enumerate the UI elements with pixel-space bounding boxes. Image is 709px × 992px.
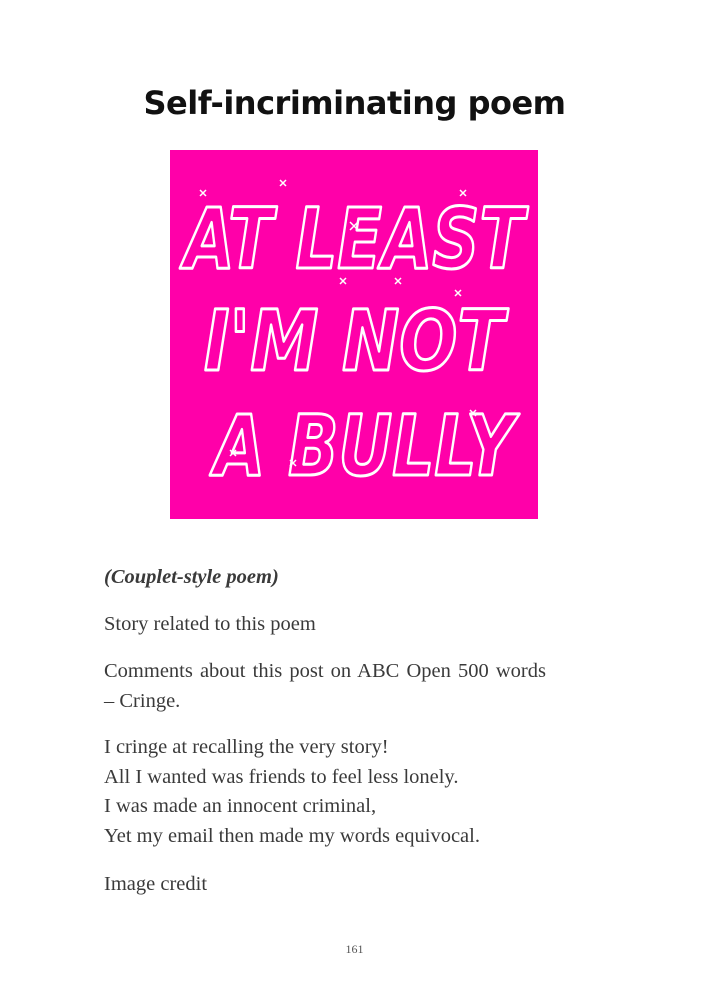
page-number: 161: [345, 942, 364, 956]
poster-image: [170, 150, 538, 519]
page-title: Self-incriminating poem: [143, 84, 566, 122]
comments-line-2[interactable]: – Cringe.: [104, 689, 181, 712]
story-link[interactable]: Story related to this poem: [104, 613, 316, 635]
poster-artwork: [170, 150, 538, 519]
poem-subtitle: (Couplet-style poem): [104, 566, 279, 588]
poem-line: Yet my email then made my words equivocal.: [104, 824, 480, 847]
image-credit-link[interactable]: Image credit: [104, 873, 208, 895]
poem-line: All I wanted was friends to feel less lonely.: [104, 765, 459, 788]
poster-line-2: I'M NOT: [204, 292, 509, 390]
poem-stanza: [104, 733, 609, 851]
poem-line: I cringe at recalling the very story!: [104, 736, 389, 758]
comments-line-1[interactable]: Comments about this post on ABC Open 500 words: [104, 660, 546, 682]
poster-line-1: AT LEAST: [179, 190, 529, 288]
comments-paragraph: [104, 657, 609, 716]
poem-line: I was made an innocent criminal,: [104, 795, 377, 817]
poster-line-3: A BULLY: [209, 397, 520, 495]
